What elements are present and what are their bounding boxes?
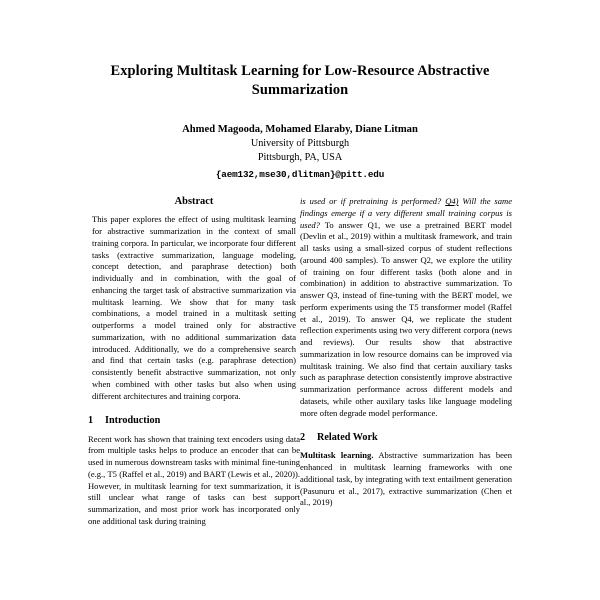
- section-number: 2: [300, 432, 306, 444]
- abstract-body: [88, 214, 300, 402]
- section-title: Related Work: [317, 432, 378, 444]
- question-q4-label: Q4): [445, 196, 459, 206]
- section-number: 1: [88, 415, 94, 427]
- abstract-heading: Abstract: [174, 196, 214, 207]
- left-column: [88, 196, 300, 600]
- section-title: Introduction: [105, 415, 161, 427]
- related-work-text: Abstractive summarization has been enhanced in multitask learning frameworks with one additional task, by integrating with text entailment generation (Pasunuru et al., 2017), extractive summarization (Chen et al., 2019): [300, 450, 512, 508]
- right-column: [300, 196, 512, 600]
- page-title: Exploring Multitask Learning for Low-Resource Abstractive Summarization: [110, 63, 490, 99]
- question-q4-text: Will the same findings emerge if a very different small training corpus is used?: [300, 196, 512, 230]
- affiliation: University of Pittsburgh: [250, 137, 350, 149]
- author-list: [78, 122, 522, 181]
- section-heading-introduction: [88, 415, 300, 427]
- related-work-paragraph: [300, 450, 512, 509]
- italic-lead-text: is used or if pretraining is performed?: [300, 196, 442, 206]
- title-block: [0, 0, 600, 181]
- location: Pittsburgh, PA, USA: [257, 152, 343, 164]
- introduction-paragraph: Recent work has shown that training text encoders using data from multiple tasks helps to produce an encoder that can be used in numerous downstream tasks with minimal fine-tuning (e.g., T5 (Raffel et al., 2019) and BART (Lewis et al., 2020)). However, in multitask learning for text summarization, it is still unclear what range of tasks can best support summarization, and most prior work has incorporated only one additional task during training: [88, 433, 300, 526]
- body-columns: [0, 196, 600, 600]
- section-heading-related-work: [300, 432, 512, 444]
- right-column-lead-paragraph: [300, 196, 512, 419]
- runin-heading-multitask-learning: Multitask learning.: [300, 450, 374, 461]
- abstract-paragraph: This paper explores the effect of using multitask learning for abstractive summarization in the context of small training corpora. In particular, we incorporate four different tasks (extractive summarization, language modeling, concept detection, and paraphrase detection) both individually and in combination, with the goal of enhancing the target task of abstractive summarization via multitask learning. We show that for many task combinations, a model trained in a multitask setting outperforms a model trained only for abstractive summarization, with no additional summarization data introduced. Additionally, we do a comprehensive search and find that certain tasks (e.g. paraphrase detection) consistently benefit abstractive summarization, not only when combined with other tasks but also when using different architectures and training corpora.: [92, 214, 296, 401]
- author-names: Ahmed Magooda, Mohamed Elaraby, Diane Litman: [182, 123, 418, 135]
- lead-continuation-text: To answer Q1, we use a pretrained BERT model (Devlin et al., 2019) within a multitask framework, and train all tasks using a small-sized corpus of student reflections (around 400 samples). To answer Q2, we explore the utility of training on four different tasks (both alone and in combination) in addition to abstractive summarization. To answer Q3, instead of fine-tuning with the BERT model, we perform experiments using the T5 transformer model (Raffel et al., 2019). To answer Q4, we replicate the student reflection experiments using two very different corpora (news and reviews). Our results show that abstractive summarization in low resource domains can be improved via multitask training. We also find that certain auxiliary tasks such as paraphrase detection consistently improve abstractive summarization performance across different models and datasets, while other auxilary tasks like language modeling more often degrade model performance.: [300, 219, 512, 418]
- contact-email: {aem132,mse30,dlitman}@pitt.edu: [215, 168, 385, 180]
